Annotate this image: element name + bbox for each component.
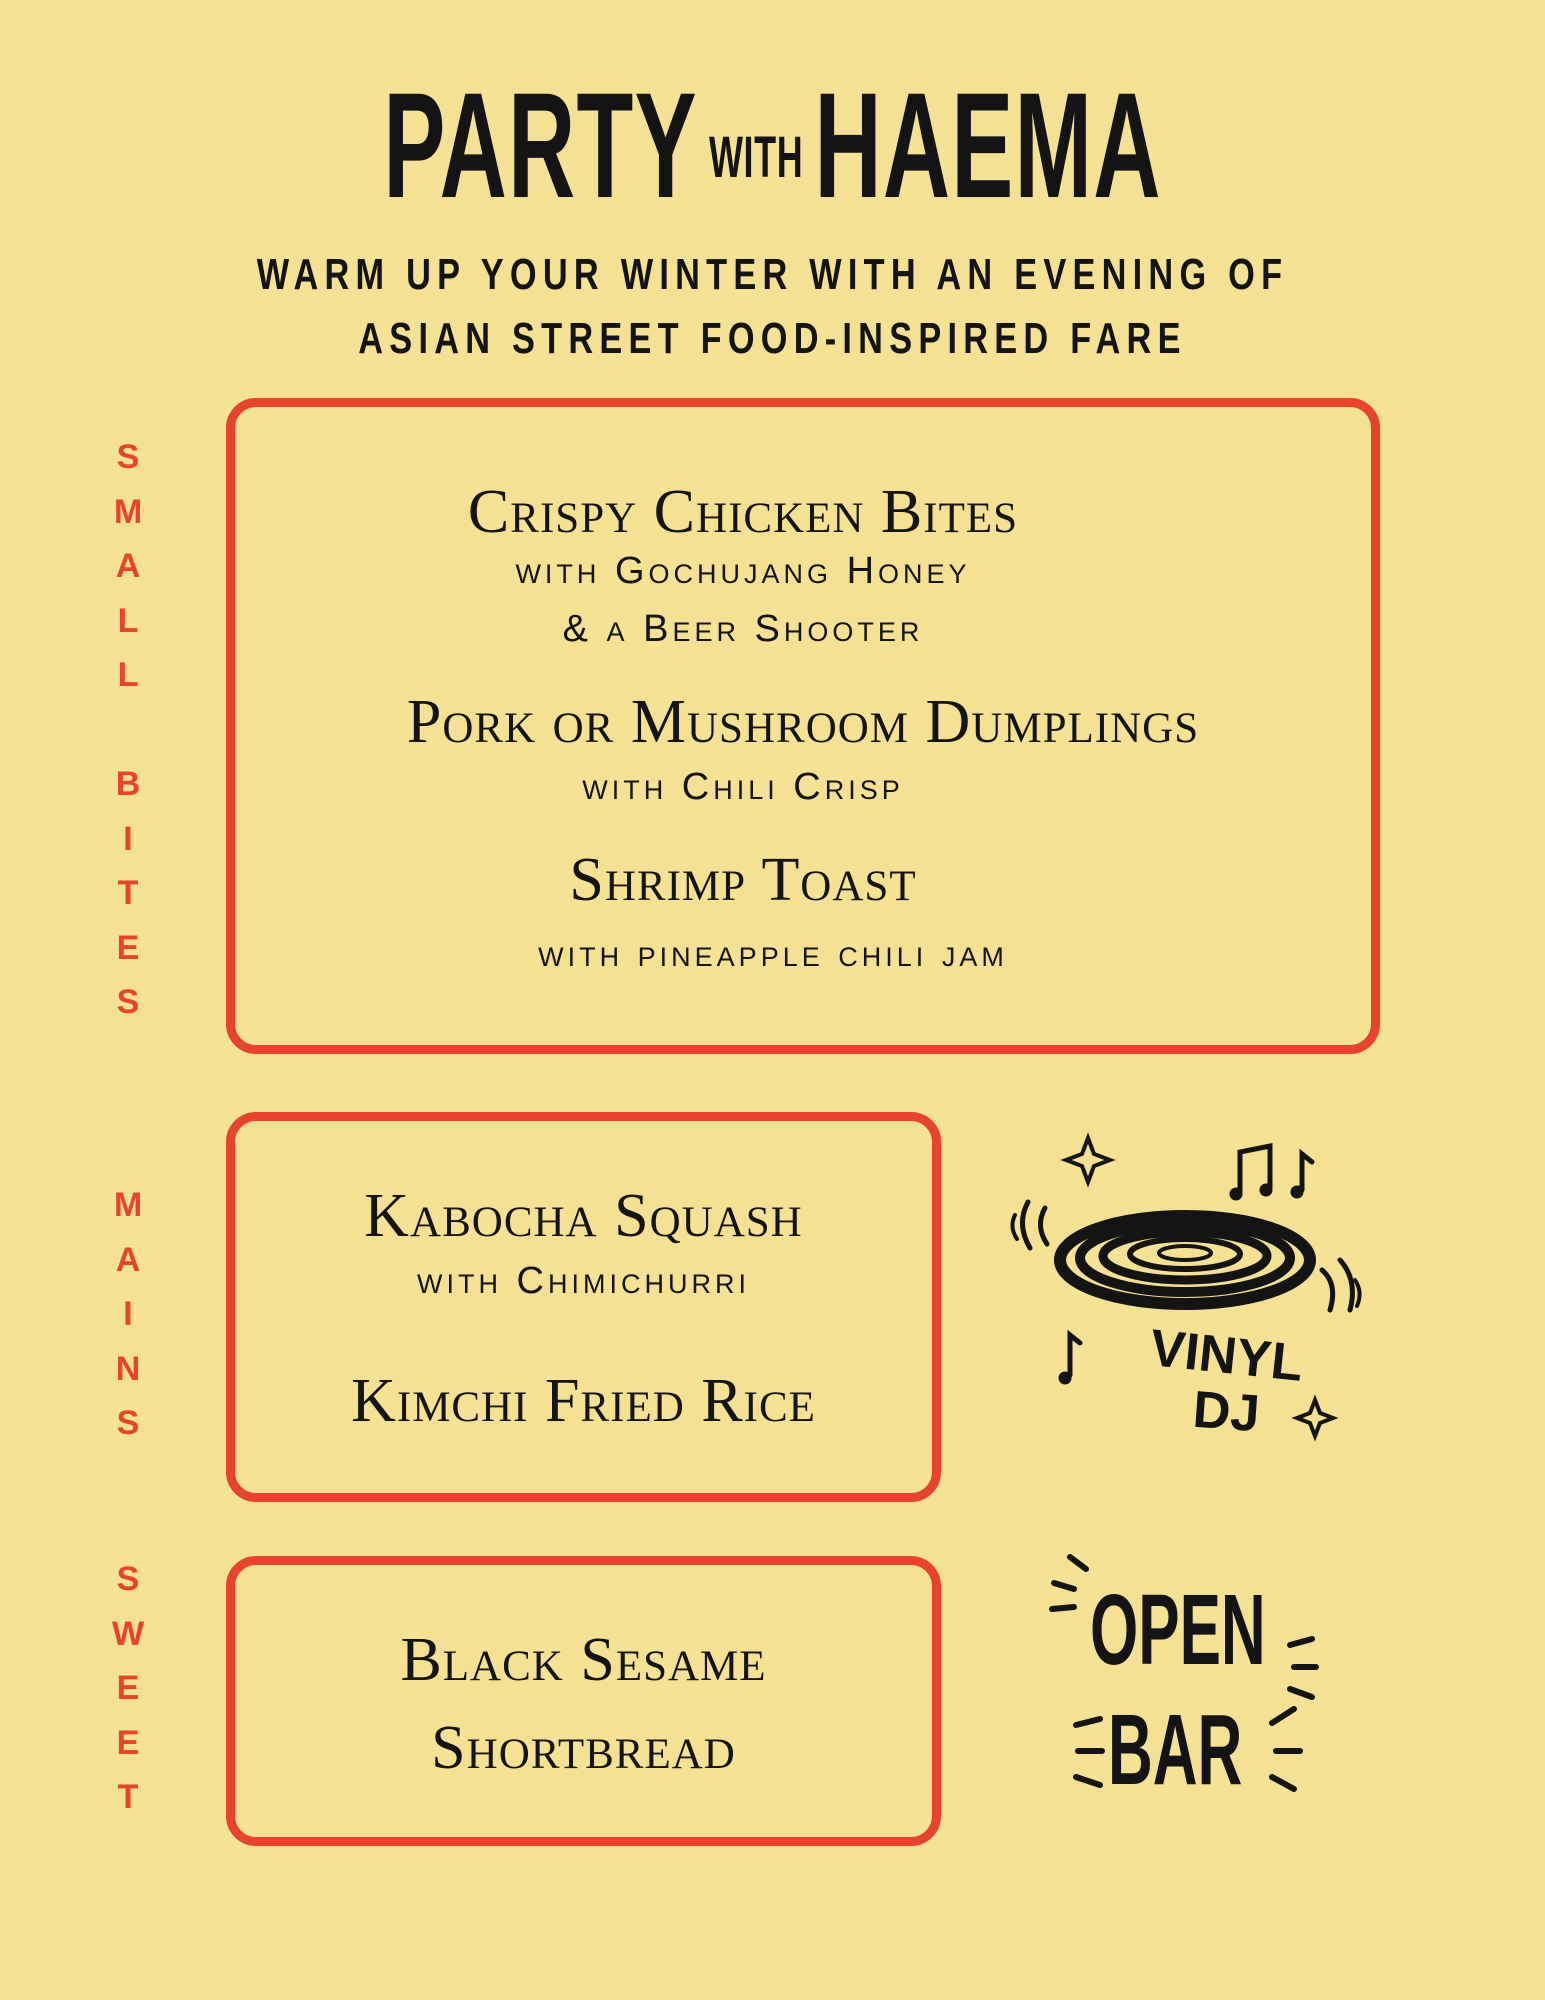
section-label-mains	[103, 1178, 153, 1451]
dish-shrimp-toast: Shrimp Toast	[569, 846, 917, 914]
section-label-letter: T	[117, 1778, 139, 1816]
vinyl-dj-line-2: DJ	[1191, 1380, 1262, 1444]
dish-detail-chimichurri: with Chimichurri	[417, 1260, 750, 1302]
sweet-box	[226, 1556, 941, 1846]
section-label-letter: I	[123, 1295, 133, 1333]
section-label-letter: E	[116, 1723, 140, 1762]
section-label-letter: W	[111, 1614, 145, 1653]
dish-detail-pineapple-jam: with pineapple chili jam	[538, 933, 1008, 975]
dish-kimchi-fried-rice: Kimchi Fried Rice	[351, 1367, 816, 1435]
section-label-letter: N	[115, 1349, 141, 1388]
open-bar-line-1: OPEN	[1090, 1574, 1266, 1686]
dish-crispy-chicken-bites: Crispy Chicken Bites	[467, 478, 1019, 546]
dish-dumplings: Pork or Mushroom Dumplings	[406, 688, 1200, 756]
title-with: WITH	[708, 125, 804, 190]
section-label-letter: L	[117, 601, 139, 640]
dish-shortbread: Shortbread	[431, 1714, 736, 1782]
section-label-letter: E	[116, 1669, 140, 1707]
dish-detail-beer-shooter: & a Beer Shooter	[562, 608, 924, 650]
dish-detail-chili-crisp: with Chili Crisp	[582, 766, 904, 808]
small-bites-box	[226, 398, 1380, 1054]
section-label-letter: S	[116, 438, 140, 476]
section-label-letter: A	[115, 1240, 141, 1279]
subtitle-line-1: WARM UP YOUR WINTER WITH AN EVENING OF	[256, 250, 1289, 299]
section-label-letter: M	[113, 1186, 143, 1224]
subtitle-line-2: ASIAN STREET FOOD-INSPIRED FARE	[358, 314, 1187, 363]
section-label-letter	[103, 703, 153, 758]
section-label-letter: S	[116, 1404, 140, 1442]
vinyl-dj-line-1: VINYL	[1147, 1319, 1306, 1393]
open-bar-line-2: BAR	[1108, 1694, 1243, 1806]
title-party: PARTY	[383, 61, 698, 229]
section-label-letter: I	[123, 819, 133, 858]
dish-kabocha-squash: Kabocha Squash	[364, 1182, 803, 1250]
open-bar-illustration	[1040, 1545, 1340, 1855]
section-label-letter: L	[117, 656, 139, 694]
section-label-letter: S	[116, 983, 140, 1021]
mains-box	[226, 1112, 941, 1502]
section-label-letter: A	[115, 547, 141, 585]
section-label-letter: B	[115, 765, 141, 803]
section-label-letter: S	[116, 1560, 140, 1598]
section-label-letter: E	[116, 928, 140, 967]
section-label-sweet	[103, 1552, 153, 1825]
title-haema: HAEMA	[814, 61, 1162, 229]
dish-detail-gochujang: with Gochujang Honey	[515, 550, 971, 592]
vinyl-dj-illustration	[1010, 1120, 1380, 1480]
page-title	[294, 45, 1252, 245]
dish-black-sesame: Black Sesame	[400, 1626, 767, 1694]
section-label-letter: M	[113, 492, 143, 531]
section-label-letter: T	[117, 874, 139, 912]
